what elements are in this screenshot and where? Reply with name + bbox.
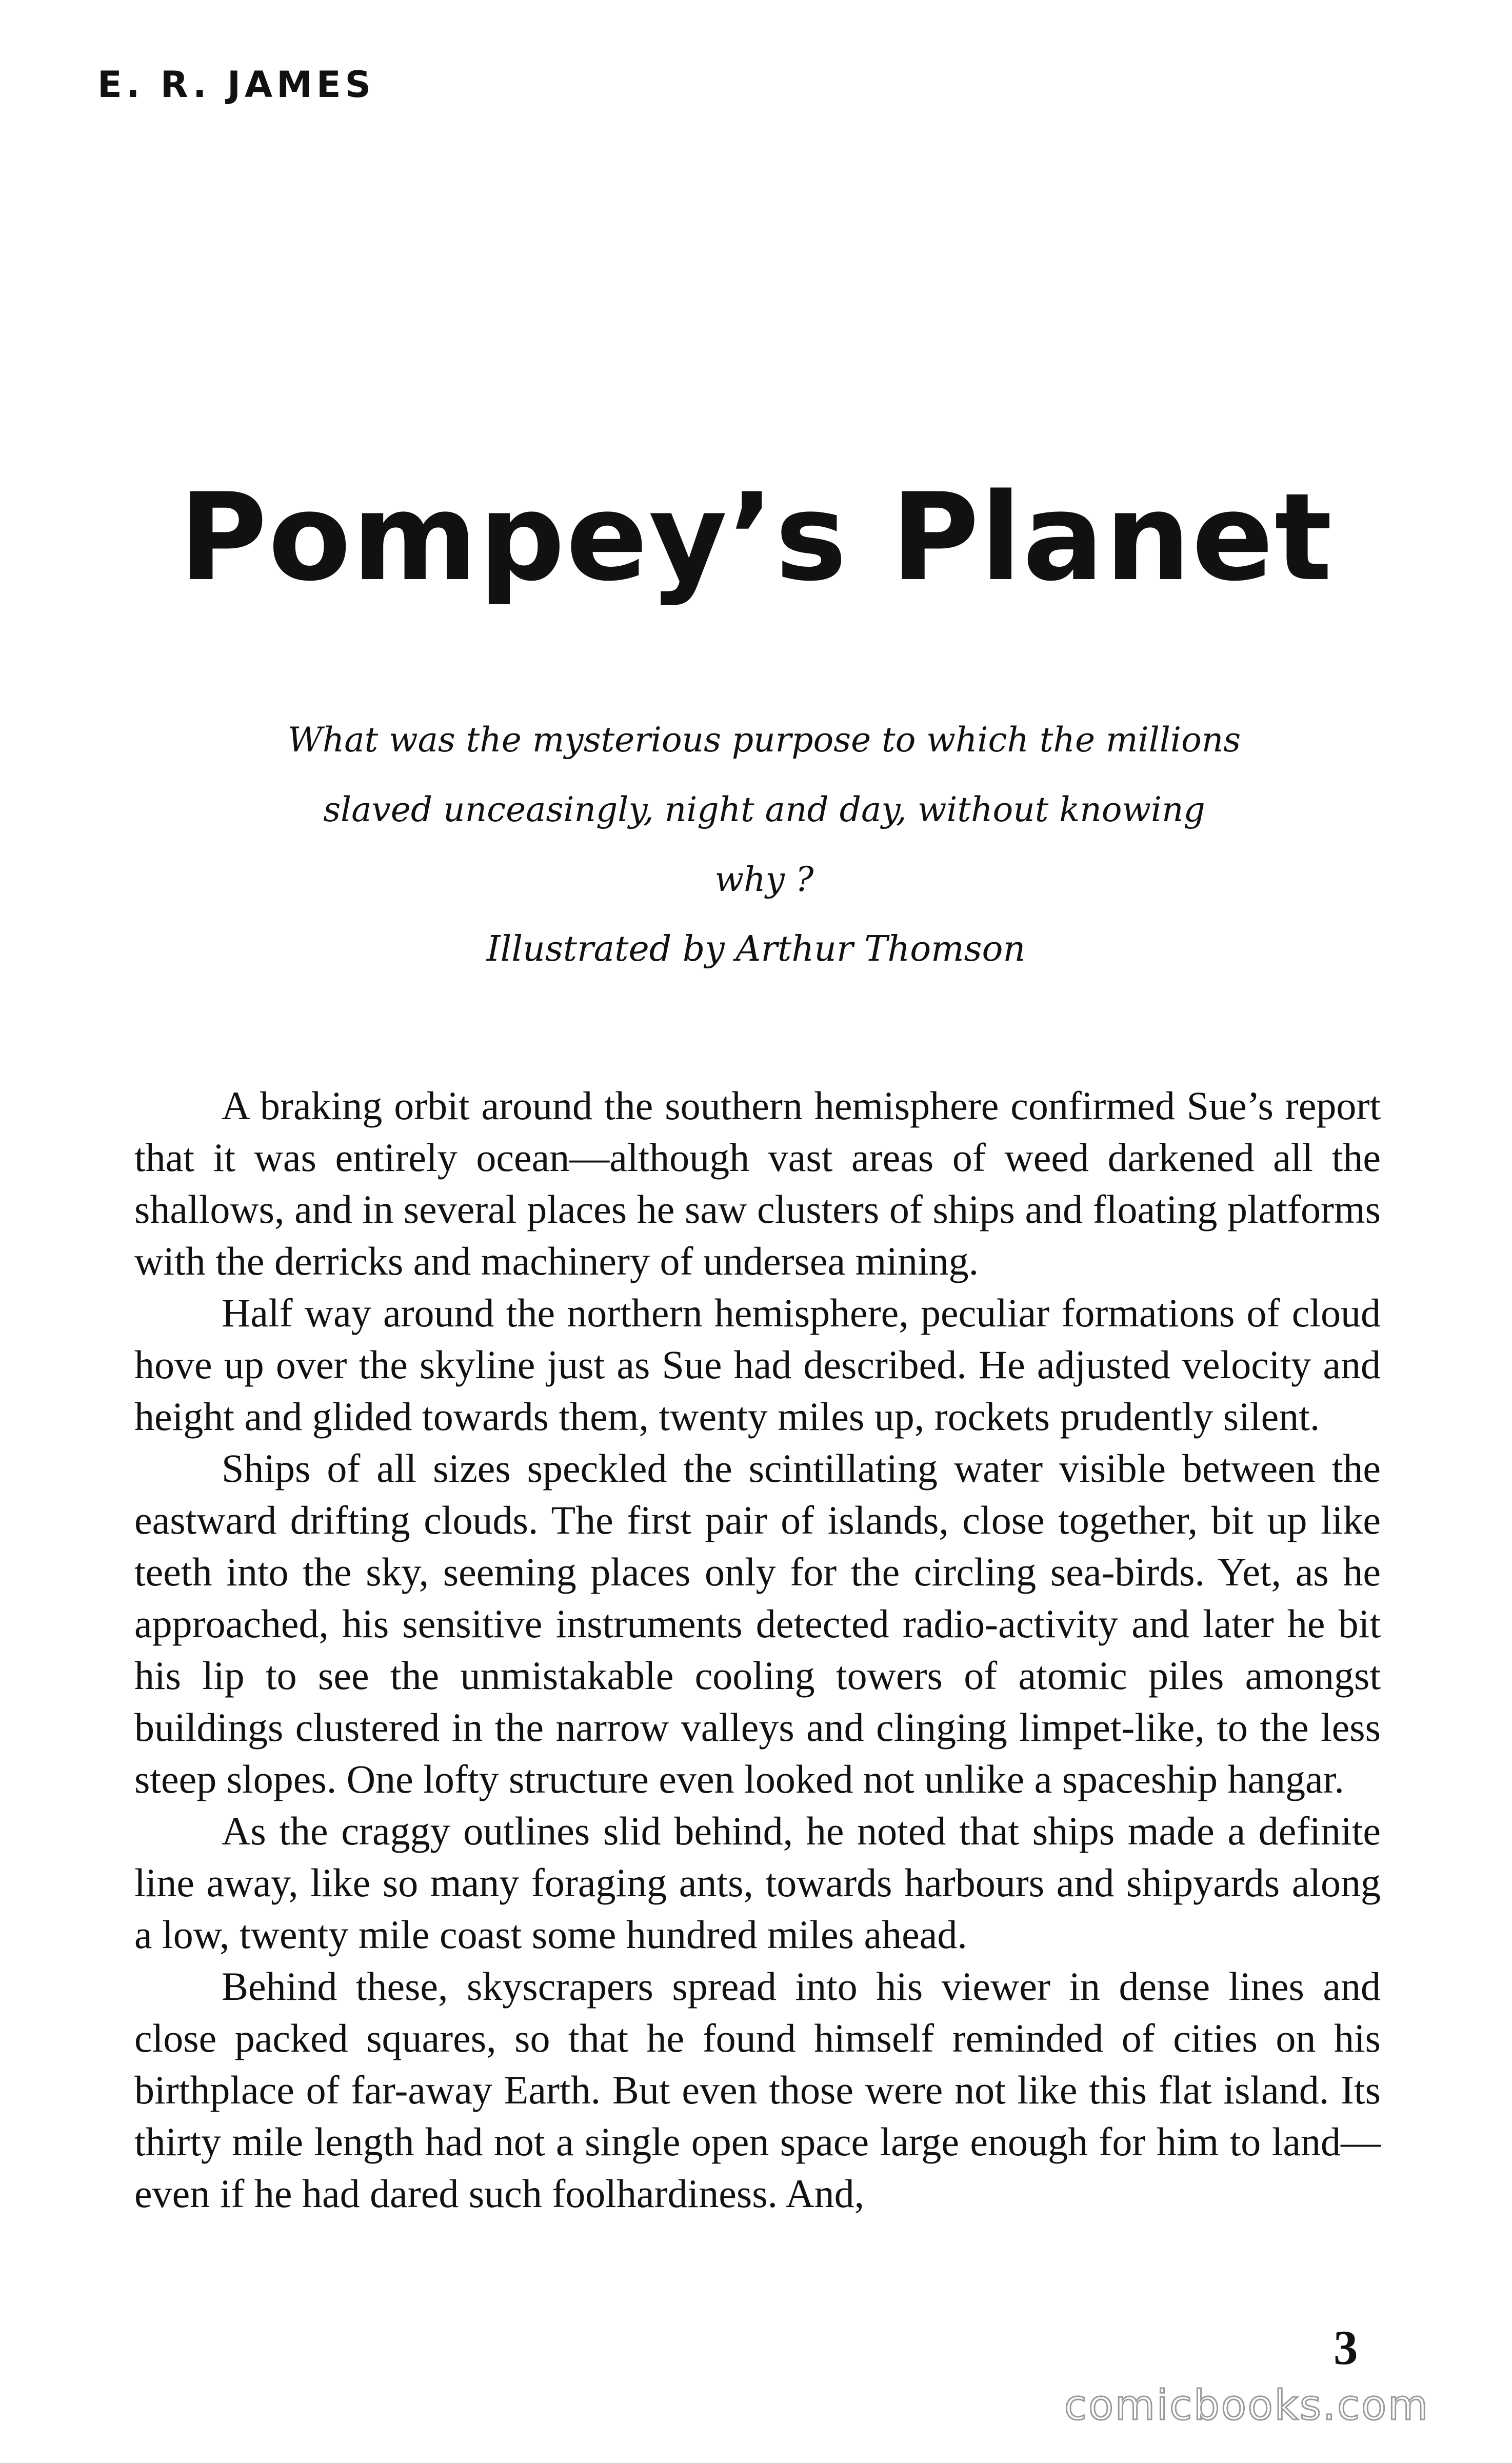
paragraph: Behind these, skyscrapers spread into his viewer in dense lines and close packed squares, so that he found himself reminded of cities on his birthplace of far-away Earth. But even those were not like this flat island. Its thirty mile length had not a single open space large enough for him to land—even if he had dared such foolhardiness. And, — [134, 1964, 1381, 2216]
story-body — [134, 1080, 1381, 2219]
illustrator-credit: Illustrated by Arthur Thomson — [486, 929, 1026, 969]
tagline-line-2: slaved unceasingly, night and day, without knowing why ? — [323, 790, 1205, 899]
paragraph: Ships of all sizes speckled the scintillating water visible between the eastward drifting clouds. The first pair of islands, close together, bit up like teeth into the sky, seeming places only for the circling sea-birds. Yet, as he approached, his sensitive instruments detected radio-activity and later he bit his lip to see the unmistakable cooling towers of atomic piles amongst buildings clustered in the narrow valleys and clinging limpet-like, to the less steep slopes. One lofty structure even looked not unlike a spaceship hangar. — [134, 1446, 1381, 1801]
story-title: Pompey’s Planet — [178, 468, 1334, 608]
page-number: 3 — [1334, 2320, 1358, 2375]
story-tagline — [287, 705, 1241, 915]
paragraph: As the craggy outlines slid behind, he noted that ships made a definite line away, like so many foraging ants, towards harbours and shipyards along a low, twenty mile coast some hundred miles ahead. — [134, 1809, 1381, 1957]
watermark: comicbooks.com — [1064, 2381, 1430, 2429]
author-name: E. R. JAMES — [97, 64, 375, 106]
paragraph: A braking orbit around the southern hemisphere confirmed Sue’s report that it was entirely ocean—although vast areas of weed darkened all the shallows, and in several places he saw clusters of ships and floating platforms with the derricks and machinery of undersea mining. — [134, 1083, 1381, 1283]
tagline-line-1: What was the mysterious purpose to which the millions — [287, 720, 1241, 760]
paragraph: Half way around the northern hemisphere, peculiar formations of cloud hove up over the skyline just as Sue had described. He adjusted velocity and height and glided towards them, twenty miles up, rockets prudently silent. — [134, 1290, 1381, 1439]
